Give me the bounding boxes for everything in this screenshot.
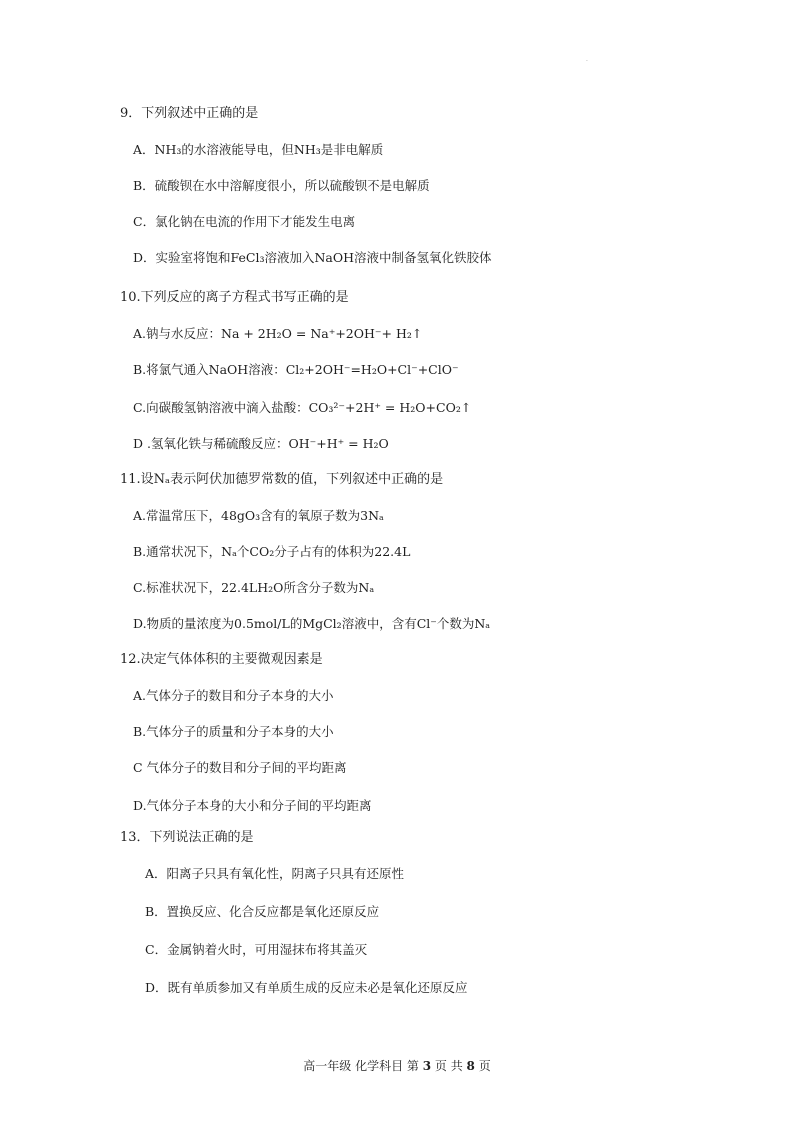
question-10-option-d: D .氢氧化铁与稀硫酸反应：OH⁻+H⁺ = H₂O	[133, 436, 389, 451]
footer-middle: 页 共	[431, 1059, 467, 1073]
question-11-option-a: A.常温常压下，48gO₃含有的氧原子数为3Nₐ	[133, 508, 384, 523]
question-9-option-c: C．氯化钠在电流的作用下才能发生电离	[133, 214, 356, 229]
question-12-option-c: C 气体分子的数目和分子间的平均距离	[133, 760, 347, 775]
question-13-option-c: C．金属钠着火时，可用湿抹布将其盖灭	[145, 942, 368, 957]
question-12-stem: 12.决定气体体积的主要微观因素是	[120, 652, 323, 667]
page-footer	[0, 1056, 794, 1076]
question-9-option-d: D．实验室将饱和FeCl₃溶液加入NaOH溶液中制备氢氧化铁胶体	[133, 250, 492, 265]
question-13-option-a: A．阳离子只具有氧化性，阴离子只具有还原性	[145, 866, 405, 881]
question-10-option-c: C.向碳酸氢钠溶液中滴入盐酸：CO₃²⁻+2H⁺ = H₂O+CO₂↑	[133, 400, 472, 415]
question-11-option-c: C.标准状况下，22.4LH₂O所含分子数为Nₐ	[133, 580, 375, 595]
corner-mark: ·	[586, 58, 588, 65]
question-13-stem: 13．下列说法正确的是	[120, 830, 254, 845]
footer-suffix: 页	[474, 1059, 491, 1073]
question-12-option-b: B.气体分子的质量和分子本身的大小	[133, 724, 334, 739]
footer-total-pages: 8	[466, 1059, 475, 1073]
question-10-option-b: B.将氯气通入NaOH溶液：Cl₂+2OH⁻=H₂O+Cl⁻+ClO⁻	[133, 362, 459, 377]
question-9-option-b: B．硫酸钡在水中溶解度很小，所以硫酸钡不是电解质	[133, 178, 430, 193]
question-13-option-b: B．置换反应、化合反应都是氧化还原反应	[145, 904, 380, 919]
question-12-option-d: D.气体分子本身的大小和分子间的平均距离	[133, 798, 372, 813]
question-11-option-d: D.物质的量浓度为0.5mol/L的MgCl₂溶液中，含有Cl⁻个数为Nₐ	[133, 616, 491, 631]
question-11-option-b: B.通常状况下，Nₐ个CO₂分子占有的体积为22.4L	[133, 544, 411, 559]
question-9-stem: 9．下列叙述中正确的是	[120, 106, 259, 121]
question-13-option-d: D．既有单质参加又有单质生成的反应未必是氧化还原反应	[145, 980, 468, 995]
question-10-stem: 10.下列反应的离子方程式书写正确的是	[120, 290, 349, 305]
question-11-stem: 11.设Nₐ表示阿伏加德罗常数的值，下列叙述中正确的是	[120, 472, 444, 487]
footer-prefix: 高一年级 化学科目 第	[303, 1059, 423, 1073]
question-12-option-a: A.气体分子的数目和分子本身的大小	[133, 688, 334, 703]
footer-page-number: 3	[422, 1059, 432, 1073]
question-10-option-a: A.钠与水反应：Na + 2H₂O = Na⁺+2OH⁻+ H₂↑	[133, 326, 423, 341]
question-9-option-a: A．NH₃的水溶液能导电，但NH₃是非电解质	[133, 142, 384, 157]
